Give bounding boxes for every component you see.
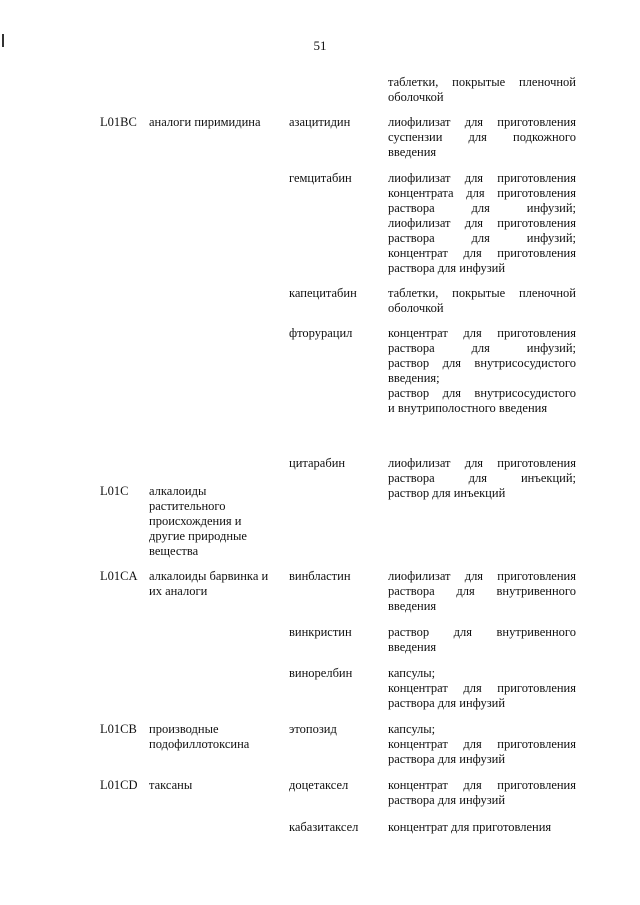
drug-name: гемцитабин <box>289 171 352 185</box>
dosage-form-line: концентрат для приготовления <box>388 737 576 751</box>
dosage-form-line: концентрат для приготовления <box>388 681 576 695</box>
dosage-form-line: раствора для инфузий <box>388 793 506 807</box>
drug-name: фторурацил <box>289 326 353 340</box>
group-name: производные подофиллотоксина <box>149 722 250 751</box>
dosage-forms <box>388 286 576 316</box>
dosage-forms <box>388 722 576 767</box>
dosage-forms <box>388 171 576 276</box>
dosage-form-line: капсулы; <box>388 666 436 680</box>
dosage-form-line: раствора для внутривенного <box>388 584 576 598</box>
page-number: 51 <box>313 38 327 53</box>
dosage-form-line: раствора для инфузий <box>388 261 506 275</box>
dosage-form-line: раствора для инфузий; <box>388 231 576 245</box>
dosage-form-line: введения <box>388 599 437 613</box>
dosage-form-line: введения <box>388 145 437 159</box>
dosage-forms <box>388 666 576 711</box>
group-name: аналоги пиримидина <box>149 115 261 129</box>
drug-name: капецитабин <box>289 286 357 300</box>
dosage-form-line: таблетки, покрытые пленочной <box>388 75 576 89</box>
dosage-form-line: введения <box>388 640 437 654</box>
atc-code: L01CA <box>100 569 138 583</box>
dosage-form-line: лиофилизат для приготовления <box>388 171 576 185</box>
dosage-form-line: раствора для инфузий; <box>388 341 576 355</box>
dosage-form-line: концентрат для приготовления <box>388 820 552 834</box>
atc-code: L01BC <box>100 115 137 129</box>
dosage-form-line: лиофилизат для приготовления <box>388 456 576 470</box>
atc-code: L01C <box>100 484 129 498</box>
dosage-form-line: суспензии для подкожного <box>388 130 576 144</box>
group-name: алкалоиды барвинка и их аналоги <box>149 569 269 598</box>
dosage-forms <box>388 625 576 655</box>
dosage-form-line: введения; <box>388 371 440 385</box>
dosage-forms <box>388 569 576 614</box>
dosage-form-line: концентрат для приготовления <box>388 326 576 340</box>
dosage-forms <box>388 75 576 105</box>
dosage-form-line: раствор для внутрисосудистого <box>388 356 576 370</box>
dosage-form-line: раствора для инфузий <box>388 696 506 710</box>
dosage-form-line: раствор для инъекций <box>388 486 506 500</box>
drug-name: азацитидин <box>289 115 351 129</box>
dosage-form-line: оболочкой <box>388 90 444 104</box>
dosage-forms <box>388 326 576 416</box>
dosage-form-line: раствора для инфузий; <box>388 201 576 215</box>
drug-name: доцетаксел <box>289 778 349 792</box>
drug-name: цитарабин <box>289 456 346 470</box>
dosage-forms <box>388 820 576 835</box>
dosage-forms <box>388 778 576 808</box>
dosage-form-line: и внутриполостного введения <box>388 401 548 415</box>
dosage-form-line: раствор для внутривенного <box>388 625 576 639</box>
group-name: таксаны <box>149 778 193 792</box>
dosage-form-line: концентрата для приготовления <box>388 186 576 200</box>
dosage-form-line: раствора для инъекций; <box>388 471 576 485</box>
drug-name: винкристин <box>289 625 352 639</box>
atc-code: L01CD <box>100 778 138 792</box>
drug-name: винорелбин <box>289 666 353 680</box>
dosage-form-line: оболочкой <box>388 301 444 315</box>
dosage-form-line: концентрат для приготовления <box>388 778 576 792</box>
dosage-form-line: лиофилизат для приготовления <box>388 569 576 583</box>
drug-name: кабазитаксел <box>289 820 359 834</box>
dosage-forms <box>388 115 576 160</box>
drug-name: этопозид <box>289 722 337 736</box>
dosage-forms <box>388 456 576 501</box>
drug-name: винбластин <box>289 569 351 583</box>
dosage-form-line: раствор для внутрисосудистого <box>388 386 576 400</box>
atc-code: L01CB <box>100 722 137 736</box>
dosage-form-line: капсулы; <box>388 722 436 736</box>
dosage-form-line: лиофилизат для приготовления <box>388 115 576 129</box>
dosage-form-line: лиофилизат для приготовления <box>388 216 576 230</box>
group-name: алкалоиды растительного происхождения и другие природные вещества <box>149 484 247 558</box>
dosage-form-line: концентрат для приготовления <box>388 246 576 260</box>
dosage-form-line: таблетки, покрытые пленочной <box>388 286 576 300</box>
dosage-form-line: раствора для инфузий <box>388 752 506 766</box>
